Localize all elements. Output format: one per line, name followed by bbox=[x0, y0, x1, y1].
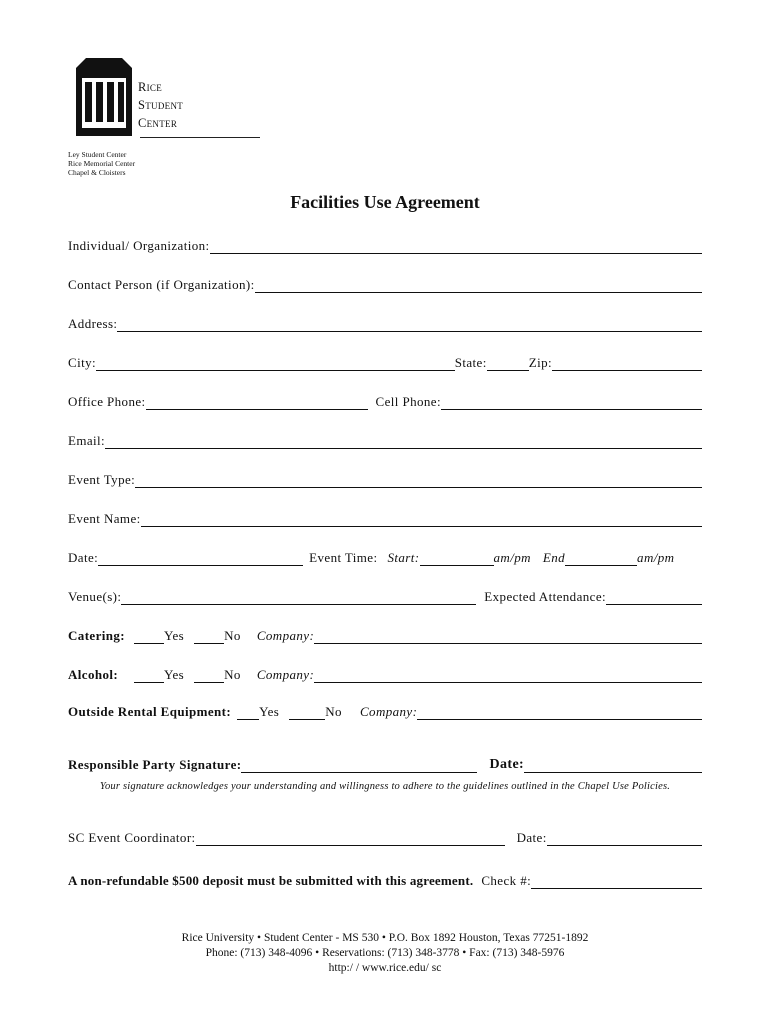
date-time-row bbox=[68, 546, 702, 566]
outside-rental-row bbox=[68, 700, 702, 720]
city-label: City: bbox=[68, 355, 97, 370]
address-field[interactable] bbox=[117, 317, 702, 332]
coordinator-row bbox=[68, 826, 702, 846]
attendance-label: Expected Attendance: bbox=[484, 589, 606, 604]
building-logo-icon bbox=[72, 56, 136, 140]
footer-phones: Phone: (713) 348-4096 • Reservations: (713) 348-3778 • Fax: (713) 348-5976 bbox=[205, 947, 565, 959]
venue-list bbox=[68, 150, 135, 177]
signature-field[interactable] bbox=[241, 758, 477, 773]
contact-label: Contact Person (if Organization): bbox=[68, 277, 255, 292]
signature-label: Responsible Party Signature: bbox=[68, 757, 242, 772]
zip-label: Zip: bbox=[528, 355, 552, 370]
venue-label: Venue(s): bbox=[68, 589, 122, 604]
date-label: Date: bbox=[68, 550, 99, 565]
check-label: Check #: bbox=[481, 873, 532, 888]
coordinator-date-label: Date: bbox=[516, 830, 547, 845]
catering-yes-label: Yes bbox=[164, 628, 185, 643]
signature-row bbox=[68, 753, 702, 773]
individual-row bbox=[68, 234, 702, 254]
cell-phone-label: Cell Phone: bbox=[375, 394, 441, 409]
check-number-field[interactable] bbox=[531, 874, 702, 889]
logo-text bbox=[138, 78, 183, 132]
venue-field[interactable] bbox=[121, 590, 476, 605]
start-label: Start: bbox=[387, 550, 420, 565]
event-type-label: Event Type: bbox=[68, 472, 136, 487]
alcohol-company-field[interactable] bbox=[314, 668, 702, 683]
catering-no-label: No bbox=[224, 628, 241, 643]
state-label: State: bbox=[454, 355, 487, 370]
end-label: End bbox=[542, 550, 566, 565]
alcohol-no-label: No bbox=[224, 667, 241, 682]
outside-no-label: No bbox=[325, 704, 342, 719]
catering-no-field[interactable] bbox=[194, 629, 224, 644]
signature-date-label: Date: bbox=[489, 757, 525, 772]
end-time-field[interactable] bbox=[565, 551, 637, 566]
email-label: Email: bbox=[68, 433, 106, 448]
footer bbox=[0, 931, 770, 976]
alcohol-row bbox=[68, 663, 702, 683]
city-field[interactable] bbox=[96, 356, 455, 371]
email-row bbox=[68, 429, 702, 449]
address-row bbox=[68, 312, 702, 332]
office-phone-label: Office Phone: bbox=[68, 394, 146, 409]
outside-company-label: Company: bbox=[359, 704, 418, 719]
email-field[interactable] bbox=[105, 434, 702, 449]
venue-rmc: Rice Memorial Center bbox=[68, 159, 136, 168]
date-field[interactable] bbox=[98, 551, 303, 566]
venue-chapel: Chapel & Cloisters bbox=[68, 168, 126, 177]
cell-phone-field[interactable] bbox=[441, 395, 702, 410]
catering-label: Catering: bbox=[68, 628, 126, 643]
catering-company-field[interactable] bbox=[314, 629, 702, 644]
zip-field[interactable] bbox=[552, 356, 702, 371]
office-phone-field[interactable] bbox=[146, 395, 368, 410]
start-ampm-label: am/pm bbox=[493, 550, 531, 565]
venue-row bbox=[68, 585, 702, 605]
catering-row bbox=[68, 624, 702, 644]
page-title: Facilities Use Agreement bbox=[290, 192, 480, 212]
footer-address: Rice University • Student Center - MS 530 • P.O. Box 1892 Houston, Texas 77251-1892 bbox=[181, 932, 589, 944]
signature-date-field[interactable] bbox=[524, 758, 702, 773]
signature-acknowledgement-note: Your signature acknowledges your understanding and willingness to adhere to the guidelines outlined in the Chapel Use Policies. bbox=[99, 781, 671, 792]
outside-no-field[interactable] bbox=[289, 705, 325, 720]
deposit-row bbox=[68, 869, 702, 889]
alcohol-yes-label: Yes bbox=[164, 667, 185, 682]
event-name-field[interactable] bbox=[141, 512, 702, 527]
logo-divider bbox=[140, 137, 260, 138]
event-name-row bbox=[68, 507, 702, 527]
contact-field[interactable] bbox=[255, 278, 702, 293]
logo-line-student: Student bbox=[138, 98, 184, 112]
individual-label: Individual/ Organization: bbox=[68, 238, 210, 253]
event-type-row bbox=[68, 468, 702, 488]
footer-url[interactable]: http:/ / www.rice.edu/ sc bbox=[328, 962, 442, 974]
individual-field[interactable] bbox=[210, 239, 702, 254]
outside-yes-field[interactable] bbox=[237, 705, 259, 720]
outside-yes-label: Yes bbox=[259, 704, 280, 719]
logo-line-center: Center bbox=[138, 116, 178, 130]
city-row bbox=[68, 351, 702, 371]
state-field[interactable] bbox=[487, 356, 529, 371]
event-type-field[interactable] bbox=[135, 473, 702, 488]
event-time-label: Event Time: bbox=[309, 550, 378, 565]
logo-line-rice: Rice bbox=[138, 80, 163, 94]
alcohol-no-field[interactable] bbox=[194, 668, 224, 683]
deposit-notice: A non-refundable $500 deposit must be submitted with this agreement. bbox=[68, 873, 474, 888]
event-name-label: Event Name: bbox=[68, 511, 141, 526]
alcohol-company-label: Company: bbox=[256, 667, 315, 682]
catering-yes-field[interactable] bbox=[134, 629, 164, 644]
start-time-field[interactable] bbox=[420, 551, 494, 566]
address-label: Address: bbox=[68, 316, 118, 331]
coordinator-label: SC Event Coordinator: bbox=[68, 830, 196, 845]
attendance-field[interactable] bbox=[606, 590, 702, 605]
catering-company-label: Company: bbox=[256, 628, 315, 643]
end-ampm-label: am/pm bbox=[637, 550, 675, 565]
phone-row bbox=[68, 390, 702, 410]
outside-rental-label: Outside Rental Equipment: bbox=[68, 704, 232, 719]
alcohol-yes-field[interactable] bbox=[134, 668, 164, 683]
contact-row bbox=[68, 273, 702, 293]
outside-company-field[interactable] bbox=[417, 705, 702, 720]
coordinator-date-field[interactable] bbox=[547, 831, 702, 846]
rice-student-center-logo bbox=[72, 56, 202, 140]
coordinator-field[interactable] bbox=[196, 831, 505, 846]
alcohol-label: Alcohol: bbox=[68, 667, 119, 682]
venue-ley: Ley Student Center bbox=[68, 150, 127, 159]
